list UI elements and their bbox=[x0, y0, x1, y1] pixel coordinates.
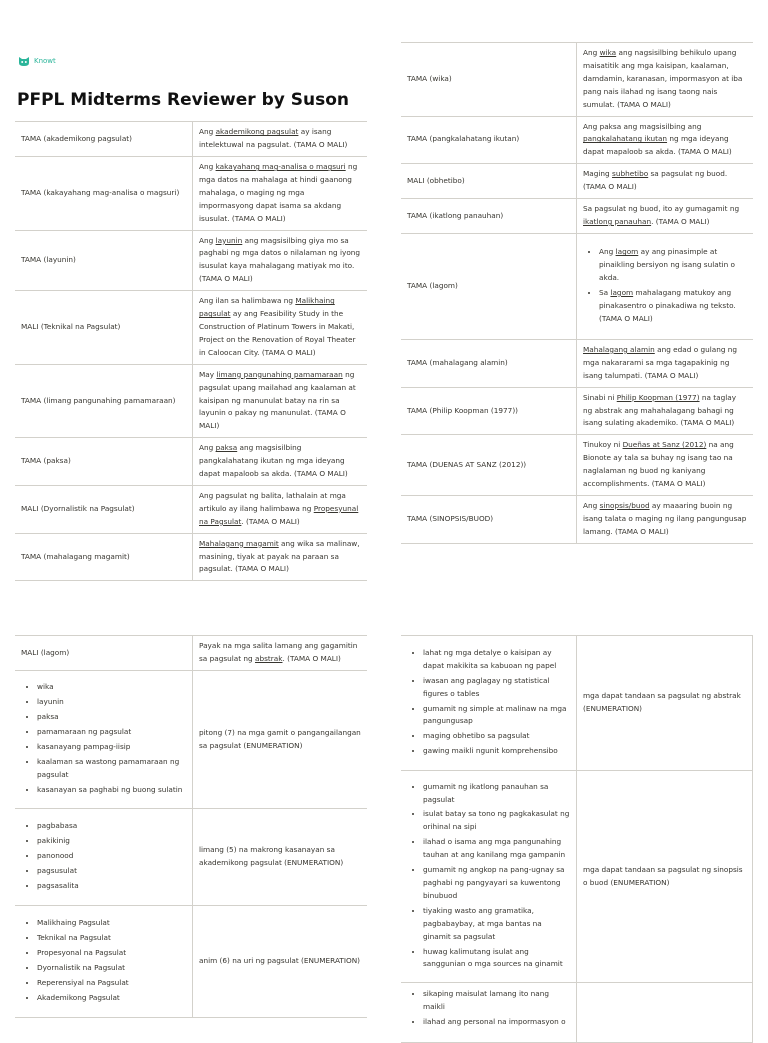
table-row bbox=[15, 438, 367, 486]
question-cell: limang (5) na makrong kasanayan sa akademikong pagsulat (ENUMERATION) bbox=[193, 809, 368, 906]
list-item: • sikaping maisulat lamang ito nang maikli bbox=[423, 988, 570, 1014]
knowt-logo-icon bbox=[18, 55, 30, 67]
table-row bbox=[15, 122, 367, 157]
question-cell bbox=[577, 233, 754, 339]
table-row bbox=[401, 233, 753, 339]
question-cell: Sa pagsulat ng buod, ito ay gumagamit ng ikatlong panauhan. (TAMA O MALI) bbox=[577, 199, 754, 234]
answer-cell: MALI (obhetibo) bbox=[401, 164, 577, 199]
question-cell: mga dapat tandaan sa pagsulat ng sinopsis o buod (ENUMERATION) bbox=[577, 771, 753, 983]
reviewer-table-2 bbox=[401, 42, 753, 544]
list-item: • panonood bbox=[37, 850, 186, 863]
question-cell: May limang pangunahing pamamaraan ng pagsulat upang mailahad ang kaalaman at kaisipan ng manunulat batay na rin sa layunin o pakay ng manunulat. (TAMA O MALI) bbox=[193, 364, 368, 438]
answer-cell: MALI (Teknikal na Pagsulat) bbox=[15, 291, 193, 365]
brand[interactable] bbox=[18, 55, 56, 67]
brand-name: Knowt bbox=[34, 57, 56, 65]
list-item: • gumamit ng simple at malinaw na mga pangungusap bbox=[423, 703, 570, 729]
list-item: • Propesyonal na Pagsulat bbox=[37, 947, 186, 960]
list-item: • pakikinig bbox=[37, 835, 186, 848]
answer-cell: TAMA (SINOPSIS/BUOD) bbox=[401, 495, 577, 543]
table-row bbox=[401, 435, 753, 496]
bullet-list bbox=[407, 988, 570, 1029]
question-cell: Ang layunin ang magsisilbing giya mo sa paghabi ng mga datos o nilalaman ng iyong isusulat kaya mahalagang matiyak mo ito. (TAMA O MALI) bbox=[193, 230, 368, 291]
question-cell: Ang paksa ang magsisilbing ang pangkalahatang ikutan ng mga ideyang dapat mapaloob sa akda. (TAMA O MALI) bbox=[577, 116, 754, 164]
table-row bbox=[401, 387, 753, 435]
list-item: • huwag kalimutang isulat ang sanggunian o mga sources na ginamit bbox=[423, 946, 570, 972]
answer-cell bbox=[401, 636, 577, 771]
bullet-list bbox=[583, 246, 747, 325]
question-cell: Ang ilan sa halimbawa ng Malikhaing pagsulat ay ang Feasibility Study in the Construction of Platinum Towers in Makati, Project on the Renovation of Royal Theater in Caloocan City. (TAMA O MALI) bbox=[193, 291, 368, 365]
table-row bbox=[401, 339, 753, 387]
list-item: • pagsasalita bbox=[37, 880, 186, 893]
question-cell bbox=[577, 983, 753, 1043]
answer-cell: TAMA (wika) bbox=[401, 43, 577, 117]
question-cell: Ang kakayahang mag-analisa o magsuri ng mga datos na mahalaga at hindi gaanong mahalaga, o maging ng mga impormasyong dapat isama sa akdang isusulat. (TAMA O MALI) bbox=[193, 157, 368, 231]
answer-cell bbox=[401, 983, 577, 1043]
answer-cell: MALI (lagom) bbox=[15, 636, 193, 671]
list-item: • Malikhaing Pagsulat bbox=[37, 917, 186, 930]
table-row bbox=[401, 983, 753, 1043]
list-item: • Sa lagom mahalagang matukoy ang pinakasentro o pinakadiwa ng teksto. (TAMA O MALI) bbox=[599, 287, 747, 326]
list-item: • pagsusulat bbox=[37, 865, 186, 878]
answer-cell: TAMA (lagom) bbox=[401, 233, 577, 339]
answer-cell: TAMA (ikatlong panauhan) bbox=[401, 199, 577, 234]
question-cell: Payak na mga salita lamang ang gagamitin sa pagsulat ng abstrak. (TAMA O MALI) bbox=[193, 636, 368, 671]
list-item: • kasanayang pampag-iisip bbox=[37, 741, 186, 754]
bullet-list bbox=[21, 681, 186, 796]
question-cell: Ang akademikong pagsulat ay isang intelektuwal na pagsulat. (TAMA O MALI) bbox=[193, 122, 368, 157]
answer-cell: TAMA (layunin) bbox=[15, 230, 193, 291]
table-row bbox=[15, 636, 367, 671]
answer-cell: TAMA (Philip Koopman (1977)) bbox=[401, 387, 577, 435]
question-cell: Mahalagang alamin ang edad o gulang ng mga nakararami sa mga tagapakinig ng isang talumpati. (TAMA O MALI) bbox=[577, 339, 754, 387]
list-item: • tiyaking wasto ang gramatika, pagbabaybay, at mga bantas na ginamit sa pagsulat bbox=[423, 905, 570, 944]
bullet-list bbox=[21, 820, 186, 893]
question-cell: anim (6) na uri ng pagsulat (ENUMERATION) bbox=[193, 906, 368, 1018]
list-item: • Dyornalistik na Pagsulat bbox=[37, 962, 186, 975]
list-item: • wika bbox=[37, 681, 186, 694]
answer-cell: MALI (Dyornalistik na Pagsulat) bbox=[15, 485, 193, 533]
bullet-list bbox=[21, 917, 186, 1004]
answer-cell bbox=[15, 809, 193, 906]
table-row bbox=[15, 533, 367, 581]
table-row bbox=[15, 157, 367, 231]
question-cell: Ang pagsulat ng balita, lathalain at mga artikulo ay ilang halimbawa ng Propesyunal na Pagsulat. (TAMA O MALI) bbox=[193, 485, 368, 533]
table-row bbox=[15, 906, 367, 1018]
table-row bbox=[401, 164, 753, 199]
list-item: • kasanayan sa paghabi ng buong sulatin bbox=[37, 784, 186, 797]
table-row bbox=[15, 291, 367, 365]
list-item: • iwasan ang paglagay ng statistical figures o tables bbox=[423, 675, 570, 701]
table-row bbox=[15, 230, 367, 291]
answer-cell: TAMA (kakayahang mag-analisa o magsuri) bbox=[15, 157, 193, 231]
reviewer-table-3 bbox=[15, 635, 367, 1018]
question-cell: Sinabi ni Philip Koopman (1977) na taglay ng abstrak ang mahahalagang bahagi ng isang sulating akademiko. (TAMA O MALI) bbox=[577, 387, 754, 435]
list-item: • paksa bbox=[37, 711, 186, 724]
reviewer-table-1 bbox=[15, 121, 367, 581]
answer-cell: TAMA (DUENAS AT SANZ (2012)) bbox=[401, 435, 577, 496]
table-row bbox=[15, 809, 367, 906]
list-item: • pamamaraan ng pagsulat bbox=[37, 726, 186, 739]
list-item: • maging obhetibo sa pagsulat bbox=[423, 730, 570, 743]
list-item: • ilahad ang personal na impormasyon o bbox=[423, 1016, 570, 1029]
bullet-list bbox=[407, 647, 570, 758]
question-cell: Tinukoy ni Dueñas at Sanz (2012) na ang Bionote ay tala sa buhay ng isang tao na naglalaman ng buod ng kaniyang accomplishments. (TAMA O MALI) bbox=[577, 435, 754, 496]
list-item: • lahat ng mga detalye o kaisipan ay dapat makikita sa kabuoan ng papel bbox=[423, 647, 570, 673]
table-row bbox=[401, 43, 753, 117]
bullet-list bbox=[407, 781, 570, 972]
table-row bbox=[15, 671, 367, 809]
answer-cell: TAMA (mahalagang alamin) bbox=[401, 339, 577, 387]
page-title: PFPL Midterms Reviewer by Suson bbox=[17, 90, 349, 110]
list-item: • ilahad o isama ang mga pangunahing tauhan at ang kanilang mga gampanin bbox=[423, 836, 570, 862]
answer-cell bbox=[401, 771, 577, 983]
answer-cell bbox=[15, 906, 193, 1018]
question-cell: mga dapat tandaan sa pagsulat ng abstrak (ENUMERATION) bbox=[577, 636, 753, 771]
list-item: • Akademikong Pagsulat bbox=[37, 992, 186, 1005]
list-item: • Ang lagom ay ang pinasimple at pinaikling bersiyon ng isang sulatin o akda. bbox=[599, 246, 747, 285]
question-cell: Ang wika ang nagsisilbing behikulo upang maisatitik ang mga kaisipan, kaalaman, damdamin, karanasan, impormasyon at iba pang nais ilahad ng isang taong nais sumulat. (TAMA O MALI) bbox=[577, 43, 754, 117]
reviewer-table-4 bbox=[401, 635, 753, 1043]
list-item: • isulat batay sa tono ng pagkakasulat ng orihinal na sipi bbox=[423, 808, 570, 834]
answer-cell: TAMA (paksa) bbox=[15, 438, 193, 486]
table-row bbox=[401, 771, 753, 983]
table-row bbox=[401, 495, 753, 543]
table-row bbox=[15, 364, 367, 438]
list-item: • Reperensiyal na Pagsulat bbox=[37, 977, 186, 990]
answer-cell: TAMA (mahalagang magamit) bbox=[15, 533, 193, 581]
table-row bbox=[401, 116, 753, 164]
list-item: • layunin bbox=[37, 696, 186, 709]
list-item: • kaalaman sa wastong pamamaraan ng pagsulat bbox=[37, 756, 186, 782]
list-item: • Teknikal na Pagsulat bbox=[37, 932, 186, 945]
question-cell: Maging subhetibo sa pagsulat ng buod. (TAMA O MALI) bbox=[577, 164, 754, 199]
answer-cell: TAMA (limang pangunahing pamamaraan) bbox=[15, 364, 193, 438]
answer-cell: TAMA (pangkalahatang ikutan) bbox=[401, 116, 577, 164]
answer-cell: TAMA (akademikong pagsulat) bbox=[15, 122, 193, 157]
table-row bbox=[15, 485, 367, 533]
list-item: • gawing maikli ngunit komprehensibo bbox=[423, 745, 570, 758]
list-item: • pagbabasa bbox=[37, 820, 186, 833]
question-cell: Ang sinopsis/buod ay maaaring buoin ng isang talata o maging ng ilang pangungusap lamang. (TAMA O MALI) bbox=[577, 495, 754, 543]
table-row bbox=[401, 199, 753, 234]
list-item: • gumamit ng ikatlong panauhan sa pagsulat bbox=[423, 781, 570, 807]
question-cell: pitong (7) na mga gamit o pangangailangan sa pagsulat (ENUMERATION) bbox=[193, 671, 368, 809]
question-cell: Ang paksa ang magsisilbing pangkalahatang ikutan ng mga ideyang dapat mapaloob sa akda. (TAMA O MALI) bbox=[193, 438, 368, 486]
question-cell: Mahalagang magamit ang wika sa malinaw, masining, tiyak at payak na paraan sa pagsulat. (TAMA O MALI) bbox=[193, 533, 368, 581]
table-row bbox=[401, 636, 753, 771]
list-item: • gumamit ng angkop na pang-ugnay sa paghabi ng pangyayari sa kuwentong binubuod bbox=[423, 864, 570, 903]
answer-cell bbox=[15, 671, 193, 809]
